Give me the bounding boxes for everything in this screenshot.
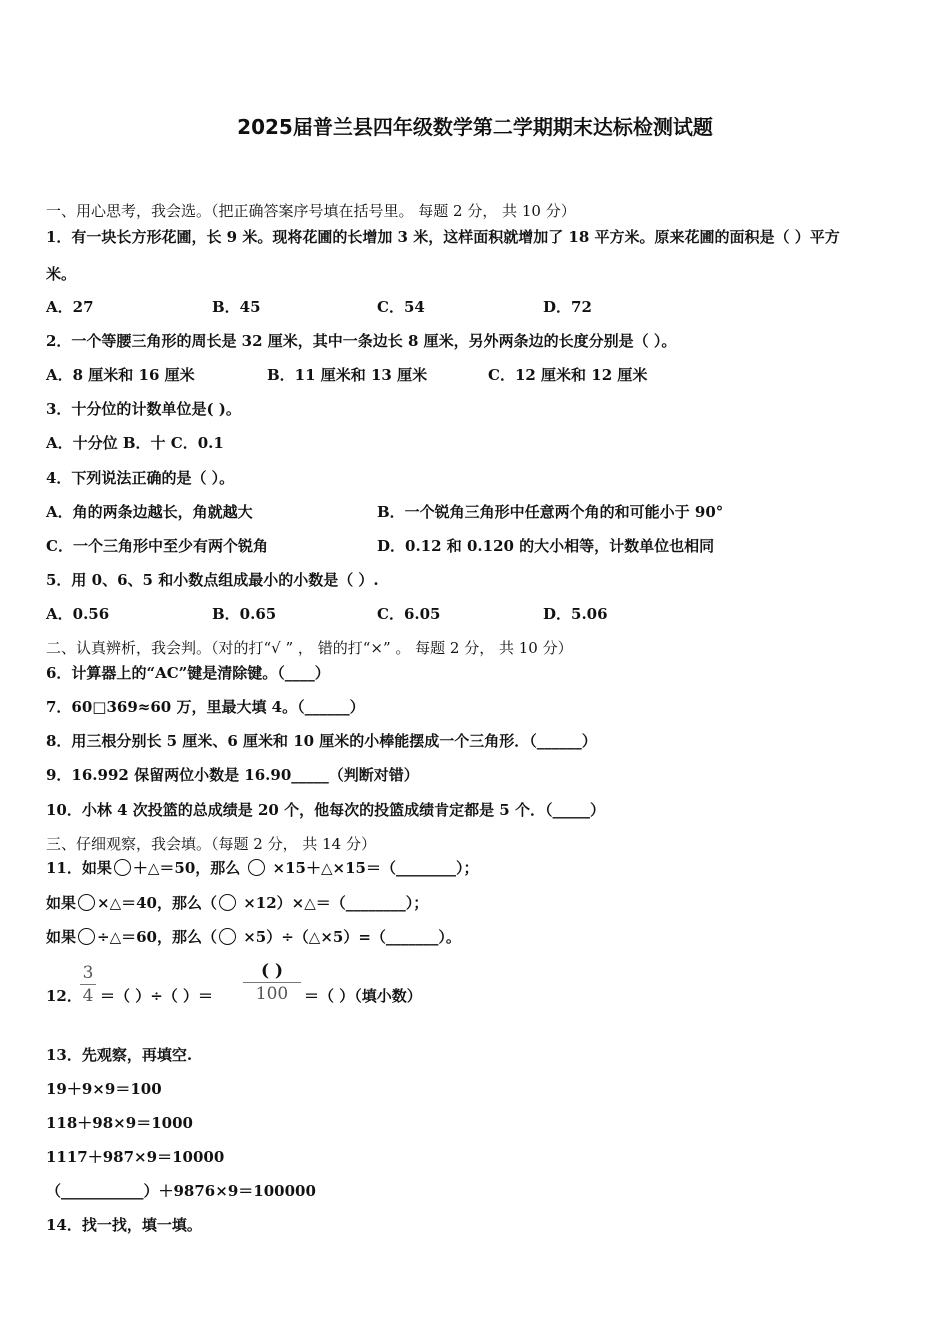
q1-option-d: D．72 (543, 298, 592, 316)
question-1-line-1: 1．有一块长方形花圃，长 9 米。现将花圃的长增加 3 米，这样面积就增加了 18 平方米。原来花圃的面积是（ ）平方 (46, 228, 840, 246)
section-3-header: 三、仔细观察，我会填。（每题 2 分， 共 14 分） (46, 835, 376, 853)
q1-option-a: A．27 (46, 298, 94, 316)
q13-row-3: 1117＋987×9＝10000 (46, 1148, 225, 1166)
question-11-line-1 (46, 858, 478, 878)
question-11-line-3 (46, 927, 461, 947)
q5-option-a: A．0.56 (46, 605, 110, 623)
question-7: 7．60□369≈60 万，里最大填 4。（______） (46, 698, 365, 716)
q13-row-2: 118＋98×9＝1000 (46, 1114, 193, 1132)
fraction-2-numerator: ( ) (260, 961, 283, 981)
q11-l1-b: ＋△＝50，那么 (132, 859, 241, 877)
q12-tail: ＝（ ）（填小数） (304, 987, 422, 1005)
circle-symbol (248, 859, 265, 876)
q5-option-c: C．6.05 (377, 605, 441, 623)
q4-option-c: C．一个三角形中至少有两个锐角 (46, 537, 268, 555)
q4-option-a: A．角的两条边越长，角就越大 (46, 503, 253, 521)
fraction-1-denominator: 4 (82, 986, 94, 1006)
q2-option-b: B．11 厘米和 13 厘米 (267, 366, 428, 384)
q11-l2-c: ×12）×△＝（________）； (238, 894, 429, 912)
q2-option-c: C．12 厘米和 12 厘米 (488, 366, 648, 384)
question-13: 13．先观察，再填空. (46, 1046, 193, 1064)
question-5: 5．用 0、6、5 和小数点组成最小的小数是（ ）. (46, 571, 379, 589)
q1-option-c: C．54 (377, 298, 425, 316)
q1-option-b: B．45 (212, 298, 261, 316)
section-2-header: 二、认真辨析，我会判。（对的打“√ ” ， 错的打“×” 。 每题 2 分， 共 10 分） (46, 639, 573, 657)
q13-row-4: （___________）＋9876×9＝100000 (46, 1182, 316, 1200)
q11-l2-a: 如果 (46, 894, 77, 912)
question-2: 2．一个等腰三角形的周长是 32 厘米，其中一条边长 8 厘米，另外两条边的长度分别是（ ）。 (46, 332, 677, 350)
q11-l1-a: 11．如果 (46, 859, 112, 877)
q12-label: 12． (46, 987, 82, 1005)
q11-l3-c: ×5）÷（△×5）=（_______）。 (238, 928, 461, 946)
q2-option-a: A．8 厘米和 16 厘米 (46, 366, 195, 384)
q11-l1-c: ×15＋△×15＝（________）； (267, 859, 479, 877)
q12-middle: ＝（ ）÷（ ）＝ (100, 987, 214, 1005)
circle-symbol (114, 859, 131, 876)
page-title: 2025届普兰县四年级数学第二学期期末达标检测试题 (237, 115, 713, 139)
q5-option-b: B．0.65 (212, 605, 277, 623)
question-6: 6．计算器上的“AC”键是清除键。（____） (46, 664, 330, 682)
q11-l3-a: 如果 (46, 928, 77, 946)
circle-symbol (78, 928, 95, 945)
circle-symbol (219, 894, 236, 911)
fraction-1-numerator: 3 (82, 963, 94, 983)
question-10: 10．小林 4 次投篮的总成绩是 20 个，他每次的投篮成绩肯定都是 5 个．（_____） (46, 801, 605, 819)
fraction-over-hundred (243, 960, 301, 1005)
question-11-line-2 (46, 893, 428, 913)
q11-l2-b: ×△＝40，那么（ (97, 894, 217, 912)
q4-option-b: B．一个锐角三角形中任意两个角的和可能小于 90° (377, 503, 724, 521)
fraction-three-quarters (80, 962, 96, 1007)
question-14: 14．找一找，填一填。 (46, 1216, 202, 1234)
question-9: 9．16.992 保留两位小数是 16.90_____（判断对错） (46, 766, 419, 784)
question-4: 4．下列说法正确的是（ ）。 (46, 469, 235, 487)
fraction-2-denominator: 100 (255, 984, 289, 1004)
circle-symbol (78, 894, 95, 911)
section-1-header: 一、用心思考，我会选。（把正确答案序号填在括号里。 每题 2 分， 共 10 分） (46, 202, 576, 220)
q3-options: A．十分位 B．十 C．0.1 (46, 434, 224, 452)
q11-l3-b: ÷△＝60，那么（ (97, 928, 217, 946)
question-8: 8．用三根分别长 5 厘米、6 厘米和 10 厘米的小棒能摆成一个三角形．（______） (46, 732, 597, 750)
question-1-line-2: 米。 (46, 265, 77, 283)
question-3: 3．十分位的计数单位是( )。 (46, 400, 241, 418)
q13-row-1: 19＋9×9＝100 (46, 1080, 162, 1098)
q4-option-d: D．0.12 和 0.120 的大小相等，计数单位也相同 (377, 537, 715, 555)
circle-symbol (219, 928, 236, 945)
q5-option-d: D．5.06 (543, 605, 608, 623)
